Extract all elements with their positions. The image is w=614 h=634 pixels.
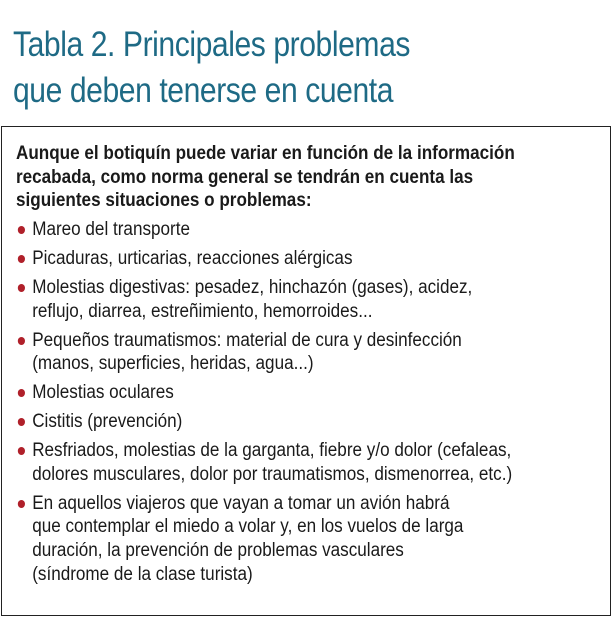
list-item-text: Molestias digestivas: pesadez, hinchazón (gases), acidez, (32, 277, 473, 299)
bullet-icon (18, 337, 25, 345)
bullet-icon (18, 226, 25, 234)
table-title-line-2: que deben tenerse en cuenta (13, 71, 394, 110)
table-title (13, 22, 520, 114)
bullet-icon (18, 284, 25, 292)
list-item-text: duración, la prevención de problemas vasculares (32, 540, 404, 562)
bullet-icon (18, 255, 25, 263)
list-item-text: (manos, superficies, heridas, agua...) (32, 353, 314, 375)
intro-line: siguientes situaciones o problemas: (16, 190, 312, 212)
list-item-text: Cistitis (prevención) (32, 411, 183, 433)
bullet-icon (18, 418, 25, 426)
list-item-text: (síndrome de la clase turista) (32, 563, 253, 585)
list-item-text: dolores musculares, dolor por traumatismos, dismenorrea, etc.) (32, 463, 513, 485)
list-item-text: Picaduras, urticarias, reacciones alérgicas (32, 248, 353, 270)
bullet-icon (18, 500, 25, 508)
intro-paragraph (16, 142, 574, 213)
list-item (16, 247, 574, 271)
list-item-text: Resfriados, molestias de la garganta, fiebre y/o dolor (cefaleas, (32, 440, 512, 462)
list-item (16, 276, 574, 323)
intro-line: Aunque el botiquín puede variar en función de la información (16, 143, 515, 164)
list-item (16, 381, 574, 405)
intro-line: recabada, como norma general se tendrán en cuenta las (16, 166, 474, 188)
bullet-icon (18, 389, 25, 397)
problem-list (16, 218, 574, 586)
list-item-text: Mareo del transporte (32, 219, 190, 241)
list-item (16, 492, 574, 586)
list-item-text: reflujo, diarrea, estreñimiento, hemorroides... (32, 300, 373, 322)
list-item (16, 439, 574, 486)
list-item (16, 329, 574, 376)
list-item-text: En aquellos viajeros que vayan a tomar un avión habrá (32, 492, 450, 514)
bullet-icon (18, 447, 25, 455)
list-item (16, 410, 574, 434)
list-item-text: Molestias oculares (32, 382, 174, 404)
content-area (16, 142, 574, 586)
table-title-line-1: Tabla 2. Principales problemas (13, 25, 411, 64)
list-item (16, 218, 574, 242)
list-item-text: que contemplar el miedo a volar y, en los vuelos de larga (32, 516, 464, 538)
list-item-text: Pequeños traumatismos: material de cura y desinfección (32, 329, 462, 351)
